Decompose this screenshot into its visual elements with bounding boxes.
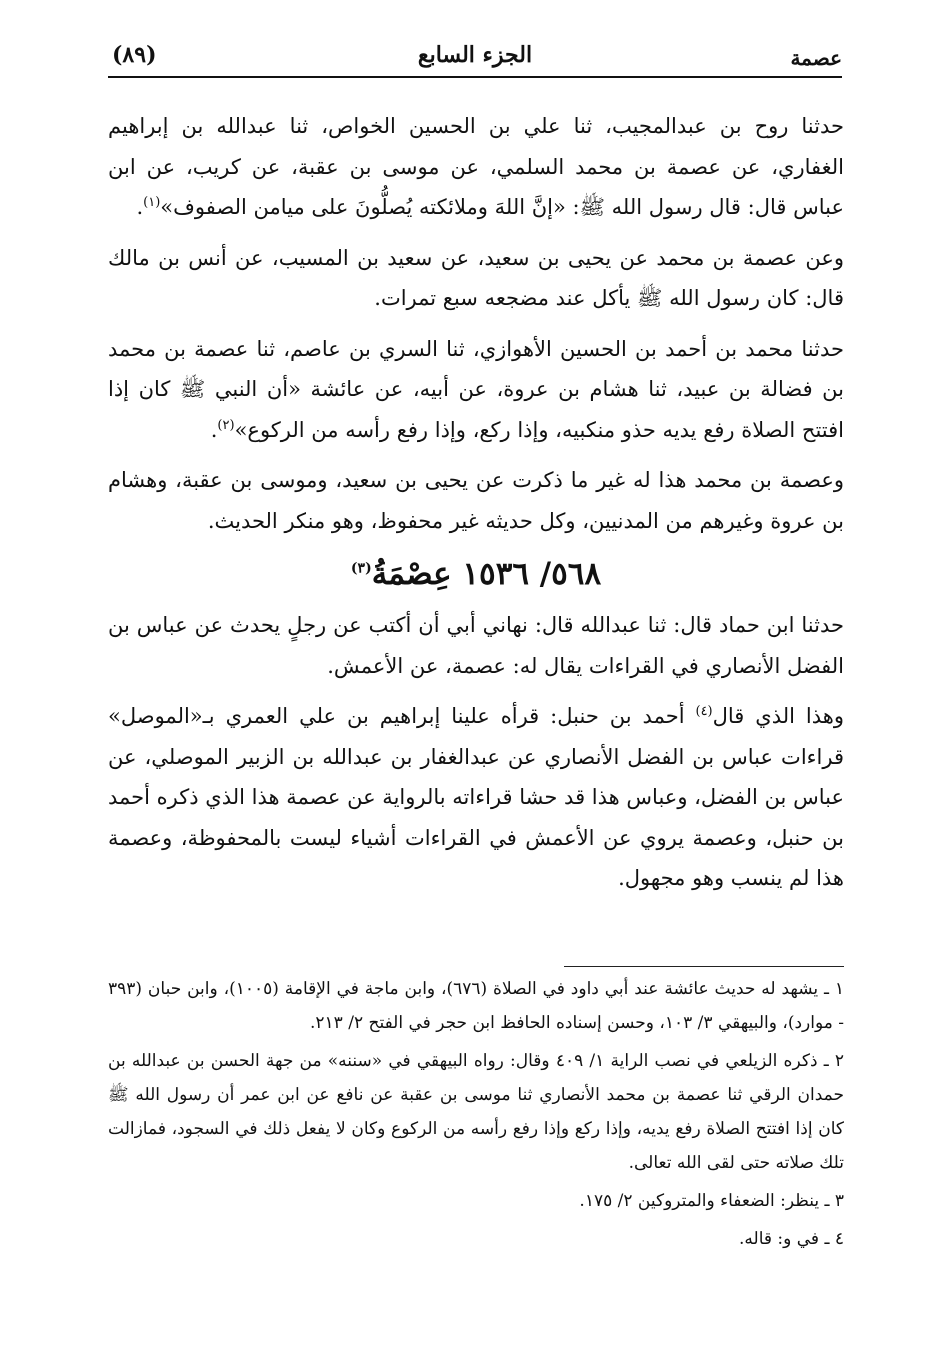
footnote-4: ٤ ـ في و: قاله. <box>739 1229 844 1249</box>
entry-heading: ٥٦٨/ ١٥٣٦ عِصْمَةُ$^{(٣)}$ <box>350 556 602 592</box>
footnote-2: ٢ ـ ذكره الزيلعي في نصب الراية ١/ ٤٠٩ وقال: رواه البيهقي في «سننه» من جهة الحسن بن عبدالله بن حمدان الرقي ثنا عصمة بن محمد الأنصاري ثنا موسى بن عقبة عن نافع عن ابن عمر أن رسول الله ﷺ كان إذا افتتح الصلاة رفع يديه، وإذا ركع وإذا رفع رأسه من الركوع وكان لا يفعل ذلك في السجود، فمازالت تلك صلاته حتى لقى الله تعالى. <box>108 1051 845 1173</box>
paragraph-5: حدثنا ابن حماد قال: ثنا عبدالله قال: نهاني أبي أن أكتب عن رجلٍ يحدث عن عباس بن الفضل الأنصاري في القراءات يقال له: عصمة، عن الأعمش. <box>108 613 844 678</box>
footnote-3: ٣ ـ ينظر: الضعفاء والمتروكين ٢/ ١٧٥. <box>579 1191 844 1211</box>
paragraph-6: وهذا الذي قال$^{(٤)}$ أحمد بن حنبل: قرأه علينا إبراهيم بن علي العمري بـ«الموصل» قراءات عباس بن الفضل الأنصاري عن عبدالغفار بن عبدالله بن الزبير الموصلي، عن عباس بن الفضل، وعباس هذا قد حشا قراءاته بالرواية عن عصمة هذا الذي ذكره أحمد بن حنبل، وعصمة يروي عن الأعمش في القراءات أشياء ليست بالمحفوظة، وعصمة هذا لم ينسب وهو مجهول. <box>108 704 844 890</box>
footnote-separator <box>564 966 844 967</box>
footnote-ref-3: (٣) <box>350 560 372 577</box>
header-volume-title: الجزء السابع <box>417 42 533 68</box>
footnote-ref-2: (٢) <box>217 417 235 433</box>
paragraph-3: حدثنا محمد بن أحمد بن الحسين الأهوازي، ثنا السري بن عاصم، ثنا عصمة بن محمد بن فضالة بن عبيد، ثنا هشام بن عروة، عن أبيه، عن عائشة «أن النبي ﷺ كان إذا افتتح الصلاة رفع يديه حذو منكبيه، وإذا ركع، وإذا رفع رأسه من الركوع»$^{(٢)}$. <box>108 336 844 442</box>
header-page-number: (٨٩) <box>112 42 157 68</box>
header-rule <box>108 76 842 78</box>
paragraph-2: وعن عصمة بن محمد عن يحيى بن سعيد، عن سعيد بن المسيب، عن أنس بن مالك قال: كان رسول الله ﷺ يأكل عند مضجعه سبع تمرات. <box>108 245 844 310</box>
footnote-ref-4: (٤) <box>695 704 713 719</box>
footnote-1: ١ ـ يشهد له حديث عائشة عند أبي داود في الصلاة (٦٧٦)، وابن ماجة في الإقامة (١٠٠٥)، وابن حبان (٣٩٣ - موارد)، والبيهقي ٣/ ١٠٣، وحسن إسناده الحافظ ابن حجر في الفتح ٢/ ٢١٣. <box>108 979 844 1033</box>
paragraph-4: وعصمة بن محمد هذا له غير ما ذكرت عن يحيى بن سعيد، وموسى بن عقبة، وهشام بن عروة وغيرهم من المدنيين، وكل حديثه غير محفوظ، وهو منكر الحديث. <box>108 468 844 533</box>
footnote-ref-1: (١) <box>143 195 161 210</box>
running-header <box>108 38 842 78</box>
main-text <box>108 106 844 909</box>
paragraph-1: حدثنا روح بن عبدالمجيب، ثنا علي بن الحسين الخواص، ثنا عبدالله بن إبراهيم الغفاري، عن عصمة بن محمد السلمي، عن موسى بن عقبة، عن كريب، عن ابن عباس قال: قال رسول الله ﷺ: «إنَّ اللهَ وملائكته يُصلُّونَ على ميامن الصفوف»$^{(١)}$. <box>108 114 844 219</box>
footnotes <box>108 972 844 1260</box>
header-section-title: عصمة <box>790 46 842 70</box>
